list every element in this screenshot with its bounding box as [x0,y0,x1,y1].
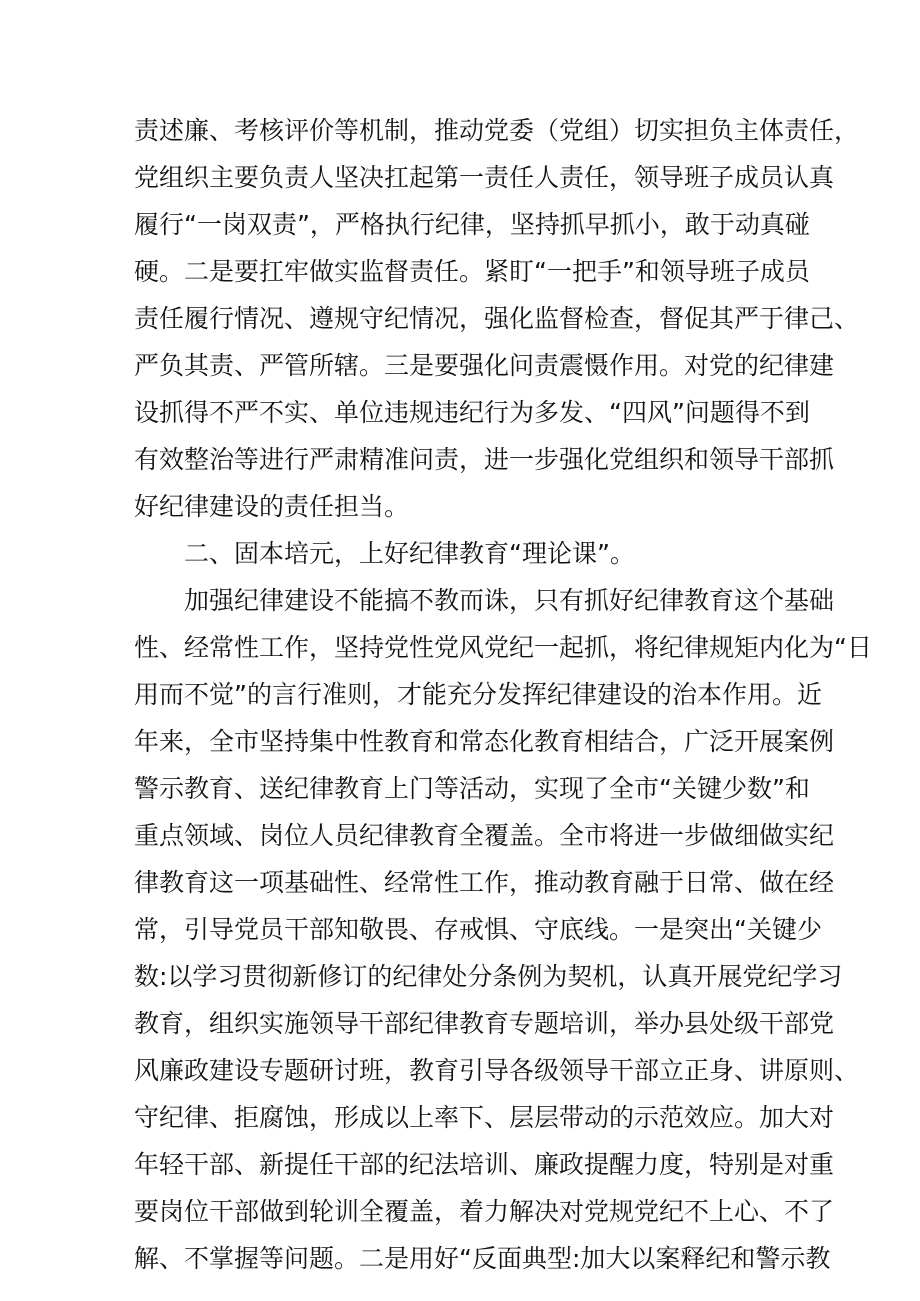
text-line-24: 要岗位干部做到轮训全覆盖，着力解决对党规党纪不上心、不了 [134,1197,835,1226]
text-line-14: 年来，全市坚持集中性教育和常态化教育相结合，广泛开展案例 [134,727,835,756]
text-line-13: 用而不觉”的言行准则，才能充分发挥纪律建设的治本作用。近 [134,680,822,709]
text-line-1: 责述廉、考核评价等机制，推动党委（党组）切实担负主体责任， [134,116,860,145]
text-line-16: 重点领域、岗位人员纪律教育全覆盖。全市将进一步做细做实纪 [134,821,835,850]
text-line-15: 警示教育、送纪律教育上门等活动，实现了全市“关键少数”和 [134,774,810,803]
section-heading: 二、固本培元，上好纪律教育“理论课”。 [184,539,635,568]
paragraph-first-line: 加强纪律建设不能搞不教而诛，只有抓好纪律教育这个基础 [184,586,835,615]
text-line-21: 风廉政建设专题研讨班，教育引导各级领导干部立正身、讲原则、 [134,1056,860,1085]
text-line-8: 有效整治等进行严肃精准问责，进一步强化党组织和领导干部抓 [134,445,835,474]
text-line-22: 守纪律、拒腐蚀，形成以上率下、层层带动的示范效应。加大对 [134,1103,835,1132]
text-line-12: 性、经常性工作，坚持党性党风党纪一起抓，将纪律规矩内化为“日 [134,633,872,662]
text-line-9: 好纪律建设的责任担当。 [134,492,410,521]
text-line-19: 数:以学习贯彻新修订的纪律处分条例为契机，认真开展党纪学习 [134,962,843,991]
text-line-20: 教育，组织实施领导干部纪律教育专题培训，举办县处级干部党 [134,1009,835,1038]
text-line-17: 律教育这一项基础性、经常性工作，推动教育融于日常、做在经 [134,868,835,897]
text-line-18: 常，引导党员干部知敬畏、存戒惧、守底线。一是突出“关键少 [134,915,822,944]
text-line-23: 年轻干部、新提任干部的纪法培训、廉政提醒力度，特别是对重 [134,1150,835,1179]
text-line-3: 履行“一岗双责”，严格执行纪律，坚持抓早抓小，敢于动真碰 [134,210,810,239]
text-line-4: 硬。二是要扛牢做实监督责任。紧盯“一把手”和领导班子成员 [134,257,810,286]
text-line-2: 党组织主要负责人坚决扛起第一责任人责任，领导班子成员认真 [134,163,835,192]
text-line-5: 责任履行情况、遵规守纪情况，强化监督检查，督促其严于律己、 [134,304,860,333]
text-line-25: 解、不掌握等问题。二是用好“反面典型:加大以案释纪和警示教 [134,1244,831,1273]
text-line-6: 严负其责、严管所辖。三是要强化问责震慑作用。对党的纪律建 [134,351,835,380]
text-line-7: 设抓得不严不实、单位违规违纪行为多发、“四风”问题得不到 [134,398,810,427]
